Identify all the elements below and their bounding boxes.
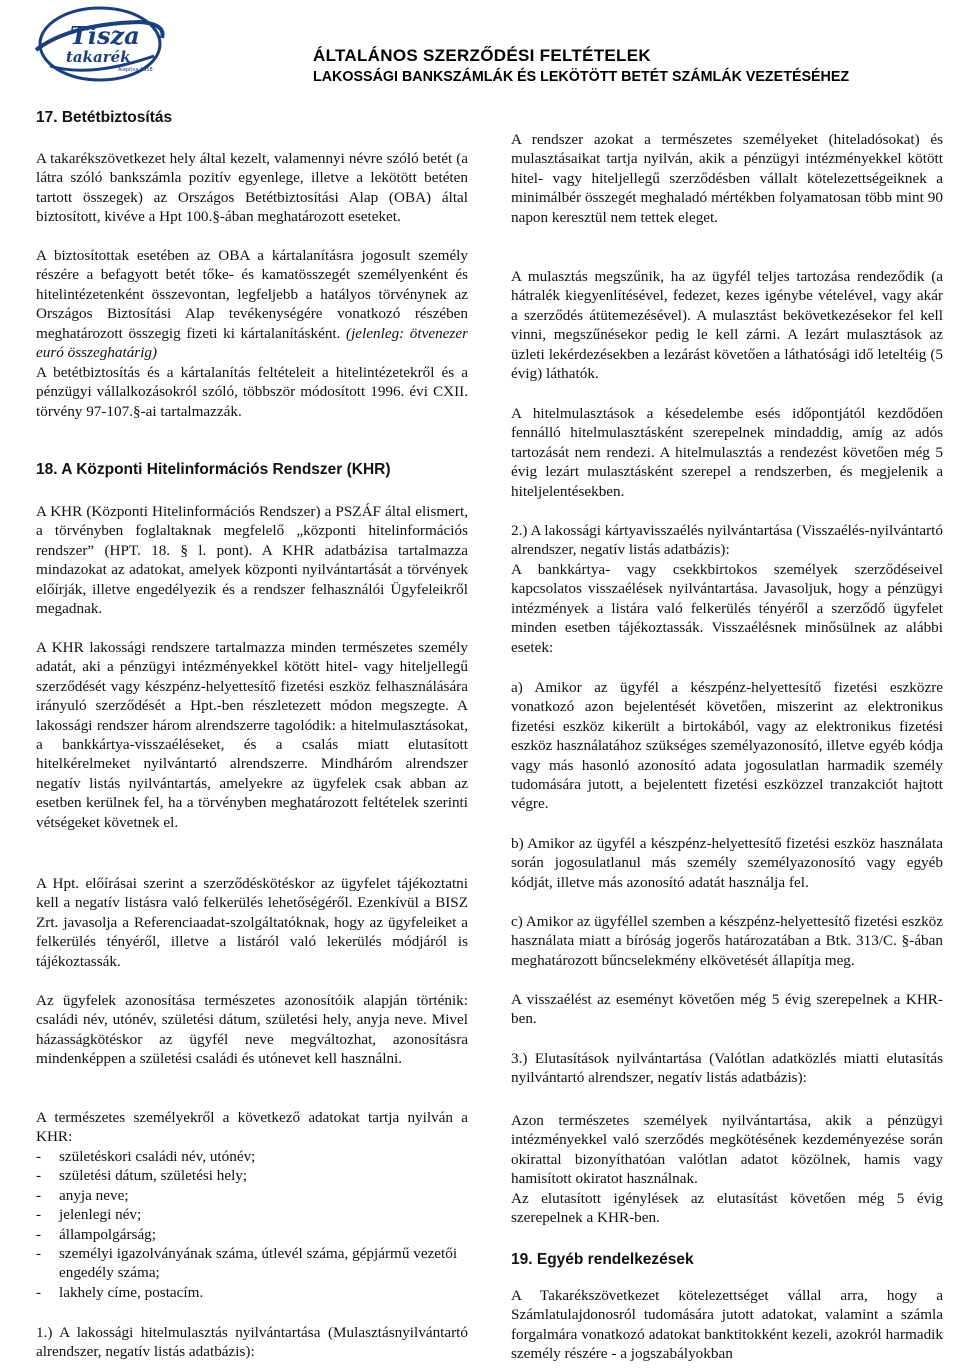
document-title: ÁLTALÁNOS SZERZŐDÉSI FELTÉTELEK xyxy=(313,46,651,65)
section-18-paragraph-4: Az ügyfelek azonosítása természetes azonosítóik alapján történik: családi név, utónév, születési dátum, születési hely, anyja neve. Mivel házasságkötéskor az ügyfél neve megváltozhat, azonosításra mindenképpen a születési családi és utónevet kell használni. xyxy=(36,992,468,1068)
section-18-paragraph-1: A KHR (Központi Hitelinformációs Rendszer) a PSZÁF által elismert, a törvényben foglaltaknak megfelelő „központi hitelinformációs rendszer” (HPT. 18. § l. pont). A KHR adatbázisa tartalmazza mindazokat az adatokat, amelyek központi nyilvántartását a törvények előírják, illetve engedélyezik és a rendszer felhasználói Ügyfeleikről megadnak. xyxy=(36,503,468,618)
right-paragraph-11: Azon természetes személyek nyilvántartása, akik a pénzügyi intézményekkel való szerződés megkötésének kezdeményezése során okirattal bizonyíthatóan valótlan adatot közölnek, hamis vagy hamisított okiratot használnak. xyxy=(511,1112,943,1188)
list-item: - születéskori családi név, utónév; xyxy=(36,1147,468,1166)
logo-text-top: Tisza xyxy=(70,21,140,50)
logo-text-bottom: takarék xyxy=(66,48,131,66)
right-paragraph-3: A hitelmulasztások a késedelembe esés időpontjától kezdődően fennálló hitelmulasztásként szerepelnek mindaddig, amíg az adós tartozását nem rendezi. A hitelmulasztás a rendezést követően még 5 évig lezárt mulasztásként szerepel a rendszerben, és megjelenik a hiteljelentésekben. xyxy=(511,405,943,500)
right-paragraph-6: a) Amikor az ügyfél a készpénz-helyettesítő fizetési eszközre vonatkozó azon bejelentését követően, miszerint az elektronikus fizetési eszköz kikerült a birtokából, vagy az elektronikus fizetési eszköz használatához szükséges személyazonosító, illetve egyéb kódja vagy más hasonló azonosító adata jogosulatlan harmadik személy tudomására jutott, a bejelentett fizetési eszközzel tranzakciót hajtott végre. xyxy=(511,679,943,813)
document-subtitle: LAKOSSÁGI BANKSZÁMLÁK ÉS LEKÖTÖTT BETÉT SZÁMLÁK VEZETÉSÉHEZ xyxy=(313,69,850,85)
right-paragraph-9: A visszaélést az eseményt követően még 5 évig szerepelnek a KHR-ben. xyxy=(511,991,943,1028)
list-item: - lakhely címe, postacím. xyxy=(36,1283,468,1302)
right-paragraph-8: c) Amikor az ügyféllel szemben a készpénz-helyettesítő fizetési eszköz használata miatt a bíróság jogerős határozatában a Btk. 313/C. §-ában meghatározott bűncselekmény elkövetését állapítja meg. xyxy=(511,913,943,969)
section-18-paragraph-3: A Hpt. előírásai szerint a szerződéskötéskor az ügyfelet tájékoztatni kell a negatív listásra való felkerülés lehetőségéről. Ezenkívül a BISZ Zrt. javasolja a Referenciaadat-szolgáltatóknak, hogy az ügyfeleiket a felkerülés tényéről, illetve a listáról való lekerülés módjáról is tájékoztassák. xyxy=(36,875,468,970)
section-17-italic-note: (jelenleg: ötvenezer euró összeghatárig) xyxy=(36,324,468,362)
right-paragraph-5: A bankkártya- vagy csekkbirtokos személyek szerződéseivel kapcsolatos visszaélések nyilvántartása. Javasoljuk, hogy a pénzügyi intézmények a listára való felkerülés tényéről a szerződő ügyfelet minden esetben tájékoztassák. Visszaélésnek minősülnek az alábbi esetek: xyxy=(511,561,943,656)
logo-tagline: Alapítva 1958 xyxy=(118,67,153,73)
section-18-heading: 18. A Központi Hitelinformációs Rendszer (KHR) xyxy=(36,461,391,478)
tisza-takarek-logo xyxy=(30,4,174,84)
section-17-paragraph-3: A betétbiztosítás és a kártalanítás feltételeit a hitelintézetekről és a pénzügyi vállalkozásokról szóló, többször módosított 1996. évi CXII. törvény 97-107.§-ai tartalmazzák. xyxy=(36,364,468,420)
list-item: - anyja neve; xyxy=(36,1186,468,1205)
section-17-paragraph-2: A biztosítottak esetében az OBA a kártalanításra jogosult személy részére a befagyott betét tőke- és kamatösszegét személyenként és hitelintézetenként összevontan, legfeljebb a hatályos törvénynek az Országos Biztosítási Alap tevékenységére vonatkozó részében meghatározott összegig fizeti ki kártalanításként. (jelenleg: ötvenezer euró összeghatárig) xyxy=(36,247,468,362)
list-item: - jelenlegi név; xyxy=(36,1205,468,1224)
section-18-paragraph-6: 1.) A lakossági hitelmulasztás nyilvántartása (Mulasztásnyilvántartó alrendszer, negatív listás adatbázis): xyxy=(36,1324,468,1361)
section-18-paragraph-2: A KHR lakossági rendszere tartalmazza minden természetes személy adatát, aki a pénzügyi intézményekkel kötött hitel- vagy hiteljellegű szerződését vagy készpénz-helyettesítő fizetési eszköz felhasználására irányuló szerződését a Hpt.-ben részletezett módon megszegte. A lakossági rendszer három alrendszerre tagolódik: a hitelmulasztásokat, a bankkártya-visszaéléseket, és a csalás miatt elutasított hitelkérelmeket nyilvántartó alrendszerre. Mindháróm alrendszer negatív listás nyilvántartás, amelyekre az ügyfelek csak abban az esetben kerülnek fel, ha a törvényben meghatározott feltételek szerinti vétségeket követnek el. xyxy=(36,639,468,831)
list-item: - születési dátum, születési hely; xyxy=(36,1166,468,1185)
right-paragraph-2: A mulasztás megszűnik, ha az ügyfél teljes tartozása rendeződik (a hátralék kiegyenlítésével, fedezet, kezes igénybe vételével, vagy akár a szerződés átütemezésével). A mulasztást bekövetkezésekor fel kell vinni, megszűnésekor pedig le kell zárni. A lezárt mulasztások az üzleti lekérdezésekben a lezárást követően a láthatósági idő leteltéig (5 évig) láthatók. xyxy=(511,268,943,383)
right-paragraph-10: 3.) Elutasítások nyilvántartása (Valótlan adatközlés miatti elutasítás nyilvántartó alrendszer, negatív listás adatbázis): xyxy=(511,1050,943,1087)
right-paragraph-4: 2.) A lakossági kártyavisszaélés nyilvántartása (Visszaélés-nyilvántartó alrendszer, negatív listás adatbázis): xyxy=(511,522,943,559)
section-18-paragraph-5: A természetes személyekről a következő adatokat tartja nyilván a KHR: xyxy=(36,1109,468,1146)
right-paragraph-7: b) Amikor az ügyfél a készpénz-helyettesítő fizetési eszköz használata során jogosulatlanul más személy személyazonosító vagy egyéb kódját, illetve más azonosító adatát használja fel. xyxy=(511,835,943,891)
right-paragraph-13: A Takarékszövetkezet kötelezettséget vállal arra, hogy a Számlatulajdonosról tudomására jutott adatokat, valamint a számla forgalmára vonatkozó adatokat banktitokként kezeli, azokról harmadik személy részére - a jogszabályokban xyxy=(511,1287,943,1363)
section-19-heading: 19. Egyéb rendelkezések xyxy=(511,1251,694,1268)
section-17-heading: 17. Betétbiztosítás xyxy=(36,109,173,126)
section-17-paragraph-1: A takarékszövetkezet hely által kezelt, valamennyi névre szóló betét (a látra szóló bankszámla pozitív egyenlege, illetve a lekötött betéten tartott összegek) az Országos Betétbiztosítási Alap (OBA) által biztosított, kivéve a Hpt 100.§-ában meghatározott eseteket. xyxy=(36,150,468,226)
khr-data-list xyxy=(36,1147,468,1302)
list-item: - állampolgárság; xyxy=(36,1225,468,1244)
right-paragraph-1: A rendszer azokat a természetes személyeket (hiteladósokat) és mulasztásaikat tartja nyilván, akik a pénzügyi intézményekkel kötött hitel- vagy hiteljellegű szerződésben vállalt kötelezettségeiknek a minimálbér összegét meghaladó mértékben folyamatosan több mint 90 napon keresztül nem tettek eleget. xyxy=(511,131,943,226)
right-paragraph-12: Az elutasított igénylések az elutasítást követően még 5 évig szerepelnek a KHR-ben. xyxy=(511,1190,943,1227)
list-item: - személyi igazolványának száma, útlevél száma, gépjármű vezetői engedély száma; xyxy=(36,1244,468,1283)
